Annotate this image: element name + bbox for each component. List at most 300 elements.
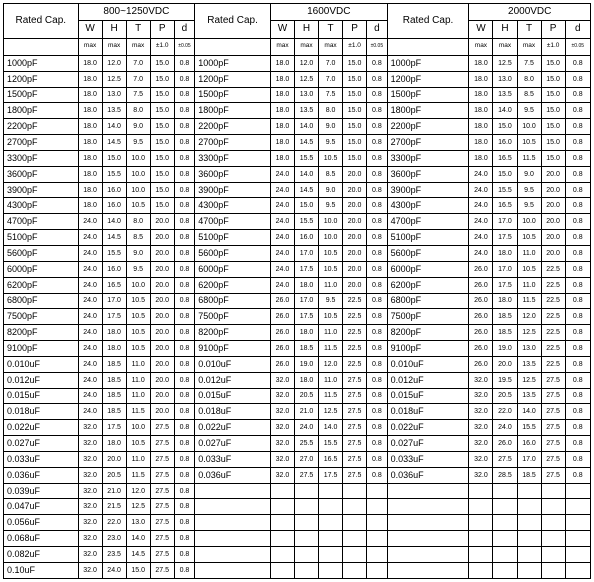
rated-cap-cell: 1200pF: [195, 71, 271, 87]
lead-diameter-cell: 0.8: [174, 451, 194, 467]
header-row-tolerance: [4, 38, 591, 55]
empty-cell: [343, 562, 367, 578]
height-cell: 16.5: [493, 150, 517, 166]
empty-cell: [565, 483, 590, 499]
lead-diameter-cell: 0.8: [174, 277, 194, 293]
empty-cell: [294, 562, 318, 578]
height-cell: 21.5: [102, 499, 126, 515]
height-cell: 24.0: [102, 562, 126, 578]
height-cell: 24.0: [493, 420, 517, 436]
empty-cell: [469, 531, 493, 547]
thickness-cell: 18.5: [517, 467, 541, 483]
height-cell: 23.0: [102, 531, 126, 547]
empty-cell: [517, 531, 541, 547]
col-header-d: d: [565, 21, 590, 38]
thickness-cell: 8.5: [126, 230, 150, 246]
width-cell: 24.0: [78, 214, 102, 230]
thickness-cell: 10.0: [319, 214, 343, 230]
width-cell: 18.0: [78, 119, 102, 135]
rated-cap-cell: 0.015uF: [195, 388, 271, 404]
height-cell: 17.5: [294, 261, 318, 277]
empty-cell: [294, 531, 318, 547]
height-cell: 16.5: [493, 198, 517, 214]
height-cell: 15.5: [102, 166, 126, 182]
lead-diameter-cell: 0.8: [565, 198, 590, 214]
lead-diameter-cell: 0.8: [174, 467, 194, 483]
pitch-cell: 15.0: [150, 166, 174, 182]
col-header-w: W: [469, 21, 493, 38]
rated-cap-header: Rated Cap.: [387, 4, 469, 39]
width-cell: 24.0: [78, 245, 102, 261]
lead-diameter-cell: 0.8: [565, 372, 590, 388]
rated-cap-header: Rated Cap.: [195, 4, 271, 39]
table-row: [4, 547, 591, 563]
width-cell: 18.0: [469, 103, 493, 119]
pitch-cell: 22.5: [541, 293, 565, 309]
height-cell: 17.5: [493, 230, 517, 246]
rated-cap-cell: 5600pF: [4, 245, 79, 261]
width-cell: 26.0: [469, 293, 493, 309]
lead-diameter-cell: 0.8: [174, 198, 194, 214]
height-cell: 20.5: [493, 388, 517, 404]
lead-diameter-cell: 0.8: [174, 420, 194, 436]
pitch-cell: 20.0: [150, 245, 174, 261]
lead-diameter-cell: 0.8: [367, 55, 388, 71]
thickness-cell: 11.0: [319, 325, 343, 341]
thickness-cell: 10.0: [126, 277, 150, 293]
height-cell: 20.0: [102, 451, 126, 467]
width-cell: 32.0: [78, 531, 102, 547]
height-cell: 13.5: [294, 103, 318, 119]
rated-cap-cell: 7500pF: [4, 309, 79, 325]
thickness-cell: 10.5: [126, 293, 150, 309]
pitch-cell: 15.0: [150, 71, 174, 87]
lead-diameter-cell: 0.8: [565, 135, 590, 151]
rated-cap-cell: 0.012uF: [195, 372, 271, 388]
pitch-cell: 20.0: [150, 388, 174, 404]
height-cell: 27.0: [294, 451, 318, 467]
width-cell: 32.0: [469, 372, 493, 388]
table-row: [4, 436, 591, 452]
thickness-cell: 7.0: [126, 55, 150, 71]
pitch-cell: 27.5: [343, 467, 367, 483]
empty-cell: [294, 499, 318, 515]
table-row: [4, 198, 591, 214]
pitch-cell: 22.5: [541, 261, 565, 277]
thickness-cell: 10.5: [319, 309, 343, 325]
thickness-cell: 10.0: [517, 214, 541, 230]
empty-cell: [387, 531, 469, 547]
pitch-cell: 15.0: [343, 135, 367, 151]
lead-diameter-cell: 0.8: [174, 261, 194, 277]
rated-cap-cell: 3300pF: [387, 150, 469, 166]
height-cell: 16.0: [493, 135, 517, 151]
rated-cap-cell: 2700pF: [4, 135, 79, 151]
thickness-cell: 13.5: [517, 356, 541, 372]
width-cell: 18.0: [469, 87, 493, 103]
rated-cap-cell: 4700pF: [195, 214, 271, 230]
pitch-cell: 22.5: [541, 325, 565, 341]
height-cell: 18.5: [102, 372, 126, 388]
rated-cap-cell: 8200pF: [4, 325, 79, 341]
rated-cap-cell: 0.018uF: [195, 404, 271, 420]
height-cell: 14.5: [102, 135, 126, 151]
thickness-cell: 10.0: [126, 182, 150, 198]
lead-diameter-cell: 0.8: [367, 420, 388, 436]
height-cell: 19.5: [493, 372, 517, 388]
thickness-cell: 7.5: [319, 87, 343, 103]
width-cell: 24.0: [270, 261, 294, 277]
height-cell: 17.5: [102, 309, 126, 325]
empty-cell: [469, 499, 493, 515]
rated-cap-cell: 0.10uF: [4, 562, 79, 578]
height-cell: 28.5: [493, 467, 517, 483]
lead-diameter-cell: 0.8: [367, 309, 388, 325]
rated-cap-cell: 0.012uF: [4, 372, 79, 388]
height-cell: 21.0: [294, 404, 318, 420]
width-cell: 18.0: [78, 166, 102, 182]
height-cell: 16.0: [102, 261, 126, 277]
sub-header-max: max: [294, 38, 318, 55]
rated-cap-header: Rated Cap.: [4, 4, 79, 39]
width-cell: 32.0: [78, 499, 102, 515]
empty-cell: [469, 483, 493, 499]
pitch-cell: 20.0: [150, 230, 174, 246]
lead-diameter-cell: 0.8: [367, 119, 388, 135]
width-cell: 32.0: [270, 451, 294, 467]
lead-diameter-cell: 0.8: [174, 87, 194, 103]
width-cell: 18.0: [78, 71, 102, 87]
rated-cap-cell: 7500pF: [387, 309, 469, 325]
lead-diameter-cell: 0.8: [174, 483, 194, 499]
lead-diameter-cell: 0.8: [367, 103, 388, 119]
height-cell: 22.0: [102, 515, 126, 531]
height-cell: 16.0: [294, 230, 318, 246]
thickness-cell: 10.5: [126, 309, 150, 325]
rated-cap-cell: 1800pF: [387, 103, 469, 119]
width-cell: 24.0: [78, 325, 102, 341]
pitch-cell: 20.0: [150, 261, 174, 277]
lead-diameter-cell: 0.8: [367, 135, 388, 151]
thickness-cell: 13.0: [517, 341, 541, 357]
pitch-cell: 15.0: [150, 135, 174, 151]
empty-cell: [195, 547, 271, 563]
pitch-cell: 22.5: [541, 309, 565, 325]
pitch-cell: 20.0: [343, 230, 367, 246]
lead-diameter-cell: 0.8: [367, 214, 388, 230]
height-cell: 15.5: [294, 150, 318, 166]
rated-cap-cell: 0.027uF: [195, 436, 271, 452]
height-cell: 18.5: [102, 388, 126, 404]
table-row: [4, 261, 591, 277]
lead-diameter-cell: 0.8: [174, 356, 194, 372]
rated-cap-cell: 6800pF: [387, 293, 469, 309]
lead-diameter-cell: 0.8: [174, 341, 194, 357]
width-cell: 32.0: [78, 562, 102, 578]
pitch-cell: 22.5: [541, 341, 565, 357]
table-row: [4, 451, 591, 467]
lead-diameter-cell: 0.8: [565, 87, 590, 103]
lead-diameter-cell: 0.8: [174, 293, 194, 309]
rated-cap-cell: 8200pF: [387, 325, 469, 341]
table-row: [4, 214, 591, 230]
pitch-cell: 15.0: [343, 71, 367, 87]
empty-cell: [565, 531, 590, 547]
width-cell: 18.0: [469, 71, 493, 87]
table-row: [4, 245, 591, 261]
width-cell: 24.0: [270, 198, 294, 214]
height-cell: 14.0: [294, 166, 318, 182]
rated-cap-cell: 6000pF: [195, 261, 271, 277]
rated-cap-cell: 6800pF: [4, 293, 79, 309]
table-row: [4, 404, 591, 420]
lead-diameter-cell: 0.8: [174, 71, 194, 87]
height-cell: 19.0: [294, 356, 318, 372]
height-cell: 15.0: [493, 166, 517, 182]
pitch-cell: 20.0: [343, 182, 367, 198]
lead-diameter-cell: 0.8: [367, 372, 388, 388]
height-cell: 17.5: [493, 277, 517, 293]
lead-diameter-cell: 0.8: [367, 277, 388, 293]
width-cell: 18.0: [270, 150, 294, 166]
rated-cap-cell: 4700pF: [4, 214, 79, 230]
empty-cell: [565, 547, 590, 563]
pitch-cell: 15.0: [541, 103, 565, 119]
rated-cap-cell: 1000pF: [4, 55, 79, 71]
thickness-cell: 15.5: [517, 420, 541, 436]
col-header-w: W: [270, 21, 294, 38]
empty-cell: [517, 562, 541, 578]
thickness-cell: 9.0: [517, 166, 541, 182]
thickness-cell: 14.5: [126, 547, 150, 563]
height-cell: 14.5: [294, 135, 318, 151]
empty-cell: [270, 483, 294, 499]
header-row-voltage: [4, 4, 591, 21]
rated-cap-cell: 0.082uF: [4, 547, 79, 563]
pitch-cell: 27.5: [541, 372, 565, 388]
height-cell: 14.0: [102, 214, 126, 230]
thickness-cell: 17.0: [517, 451, 541, 467]
height-cell: 18.5: [102, 404, 126, 420]
thickness-cell: 10.5: [517, 261, 541, 277]
thickness-cell: 10.5: [126, 198, 150, 214]
lead-diameter-cell: 0.8: [565, 71, 590, 87]
pitch-cell: 20.0: [541, 198, 565, 214]
width-cell: 32.0: [270, 420, 294, 436]
thickness-cell: 11.0: [517, 277, 541, 293]
width-cell: 32.0: [270, 404, 294, 420]
height-cell: 24.0: [294, 420, 318, 436]
pitch-cell: 27.5: [541, 451, 565, 467]
rated-cap-cell: 2700pF: [387, 135, 469, 151]
rated-cap-cell: 4300pF: [195, 198, 271, 214]
width-cell: 24.0: [469, 198, 493, 214]
width-cell: 26.0: [469, 325, 493, 341]
thickness-cell: 14.0: [126, 531, 150, 547]
table-row: [4, 182, 591, 198]
sub-header-pitch-tol: ±1.0: [150, 38, 174, 55]
table-row: [4, 71, 591, 87]
col-header-h: H: [294, 21, 318, 38]
thickness-cell: 7.0: [126, 71, 150, 87]
pitch-cell: 15.0: [150, 182, 174, 198]
lead-diameter-cell: 0.8: [174, 404, 194, 420]
table-row: [4, 135, 591, 151]
height-cell: 19.0: [493, 341, 517, 357]
lead-diameter-cell: 0.8: [174, 436, 194, 452]
thickness-cell: 10.5: [126, 341, 150, 357]
empty-cell: [469, 547, 493, 563]
thickness-cell: 9.5: [517, 103, 541, 119]
lead-diameter-cell: 0.8: [367, 198, 388, 214]
rated-cap-cell: 0.047uF: [4, 499, 79, 515]
thickness-cell: 9.5: [319, 293, 343, 309]
thickness-cell: 8.0: [126, 103, 150, 119]
height-cell: 18.5: [102, 356, 126, 372]
height-cell: 17.5: [102, 420, 126, 436]
pitch-cell: 20.0: [541, 166, 565, 182]
lead-diameter-cell: 0.8: [367, 388, 388, 404]
empty-cell: [493, 547, 517, 563]
height-cell: 20.5: [294, 388, 318, 404]
height-cell: 27.5: [493, 451, 517, 467]
height-cell: 18.0: [294, 325, 318, 341]
height-cell: 12.0: [294, 55, 318, 71]
thickness-cell: 9.5: [517, 198, 541, 214]
height-cell: 18.5: [294, 341, 318, 357]
thickness-cell: 16.5: [319, 451, 343, 467]
pitch-cell: 27.5: [541, 420, 565, 436]
thickness-cell: 7.5: [517, 55, 541, 71]
col-header-w: W: [78, 21, 102, 38]
empty-cell: [541, 547, 565, 563]
sub-header-d-tol: ±0.05: [174, 38, 194, 55]
empty-cell: [319, 531, 343, 547]
lead-diameter-cell: 0.8: [367, 71, 388, 87]
width-cell: 18.0: [270, 55, 294, 71]
empty-cell: [493, 499, 517, 515]
lead-diameter-cell: 0.8: [565, 467, 590, 483]
empty-cell: [541, 483, 565, 499]
thickness-cell: 11.5: [319, 341, 343, 357]
height-cell: 22.0: [493, 404, 517, 420]
thickness-cell: 11.0: [126, 356, 150, 372]
height-cell: 20.5: [102, 467, 126, 483]
width-cell: 26.0: [469, 356, 493, 372]
height-cell: 12.5: [493, 55, 517, 71]
lead-diameter-cell: 0.8: [367, 325, 388, 341]
empty-cell: [541, 562, 565, 578]
sub-header-pitch-tol: ±1.0: [343, 38, 367, 55]
empty-cell: [319, 562, 343, 578]
rated-cap-cell: 3300pF: [195, 150, 271, 166]
height-cell: 13.0: [493, 71, 517, 87]
lead-diameter-cell: 0.8: [367, 87, 388, 103]
height-cell: 13.5: [102, 103, 126, 119]
lead-diameter-cell: 0.8: [174, 531, 194, 547]
empty-cell: [541, 515, 565, 531]
table-row: [4, 341, 591, 357]
rated-cap-cell: 0.015uF: [387, 388, 469, 404]
rated-cap-cell: 1500pF: [195, 87, 271, 103]
thickness-cell: 13.0: [126, 515, 150, 531]
thickness-cell: 7.5: [126, 87, 150, 103]
thickness-cell: 12.0: [517, 309, 541, 325]
lead-diameter-cell: 0.8: [174, 325, 194, 341]
height-cell: 25.5: [294, 436, 318, 452]
empty-cell: [367, 531, 388, 547]
table-row: [4, 388, 591, 404]
col-header-t: T: [126, 21, 150, 38]
thickness-cell: 9.0: [126, 245, 150, 261]
width-cell: 24.0: [78, 404, 102, 420]
empty-cell: [343, 547, 367, 563]
thickness-cell: 11.5: [517, 293, 541, 309]
height-cell: 12.0: [102, 55, 126, 71]
pitch-cell: 27.5: [541, 388, 565, 404]
lead-diameter-cell: 0.8: [565, 245, 590, 261]
thickness-cell: 10.5: [319, 150, 343, 166]
thickness-cell: 9.0: [126, 119, 150, 135]
thickness-cell: 10.0: [126, 150, 150, 166]
rated-cap-cell: 3600pF: [4, 166, 79, 182]
pitch-cell: 27.5: [150, 420, 174, 436]
empty-cell: [367, 547, 388, 563]
rated-cap-cell: 1000pF: [195, 55, 271, 71]
table-row: [4, 87, 591, 103]
width-cell: 26.0: [270, 309, 294, 325]
pitch-cell: 27.5: [150, 499, 174, 515]
rated-cap-cell: 0.033uF: [195, 451, 271, 467]
lead-diameter-cell: 0.8: [565, 451, 590, 467]
empty-cell: [195, 562, 271, 578]
width-cell: 32.0: [469, 404, 493, 420]
table-row: [4, 420, 591, 436]
thickness-cell: 9.0: [319, 182, 343, 198]
height-cell: 18.0: [493, 245, 517, 261]
empty-cell: [195, 483, 271, 499]
height-cell: 20.0: [493, 356, 517, 372]
lead-diameter-cell: 0.8: [565, 293, 590, 309]
thickness-cell: 14.0: [319, 420, 343, 436]
rated-cap-cell: 4300pF: [387, 198, 469, 214]
width-cell: 24.0: [270, 277, 294, 293]
width-cell: 26.0: [469, 309, 493, 325]
table-row: [4, 325, 591, 341]
thickness-cell: 10.5: [319, 245, 343, 261]
empty-cell: [294, 515, 318, 531]
lead-diameter-cell: 0.8: [367, 436, 388, 452]
empty-cell: [387, 483, 469, 499]
thickness-cell: 11.5: [126, 404, 150, 420]
empty-cell: [367, 515, 388, 531]
thickness-cell: 15.0: [126, 562, 150, 578]
width-cell: 18.0: [270, 119, 294, 135]
lead-diameter-cell: 0.8: [565, 309, 590, 325]
thickness-cell: 8.0: [319, 103, 343, 119]
empty-cell: [319, 515, 343, 531]
width-cell: 24.0: [469, 166, 493, 182]
pitch-cell: 27.5: [343, 372, 367, 388]
thickness-cell: 11.0: [126, 372, 150, 388]
rated-cap-cell: 2700pF: [195, 135, 271, 151]
pitch-cell: 15.0: [343, 55, 367, 71]
sub-header-max: max: [270, 38, 294, 55]
width-cell: 24.0: [78, 230, 102, 246]
lead-diameter-cell: 0.8: [565, 103, 590, 119]
thickness-cell: 10.0: [517, 119, 541, 135]
rated-cap-cell: 6800pF: [195, 293, 271, 309]
